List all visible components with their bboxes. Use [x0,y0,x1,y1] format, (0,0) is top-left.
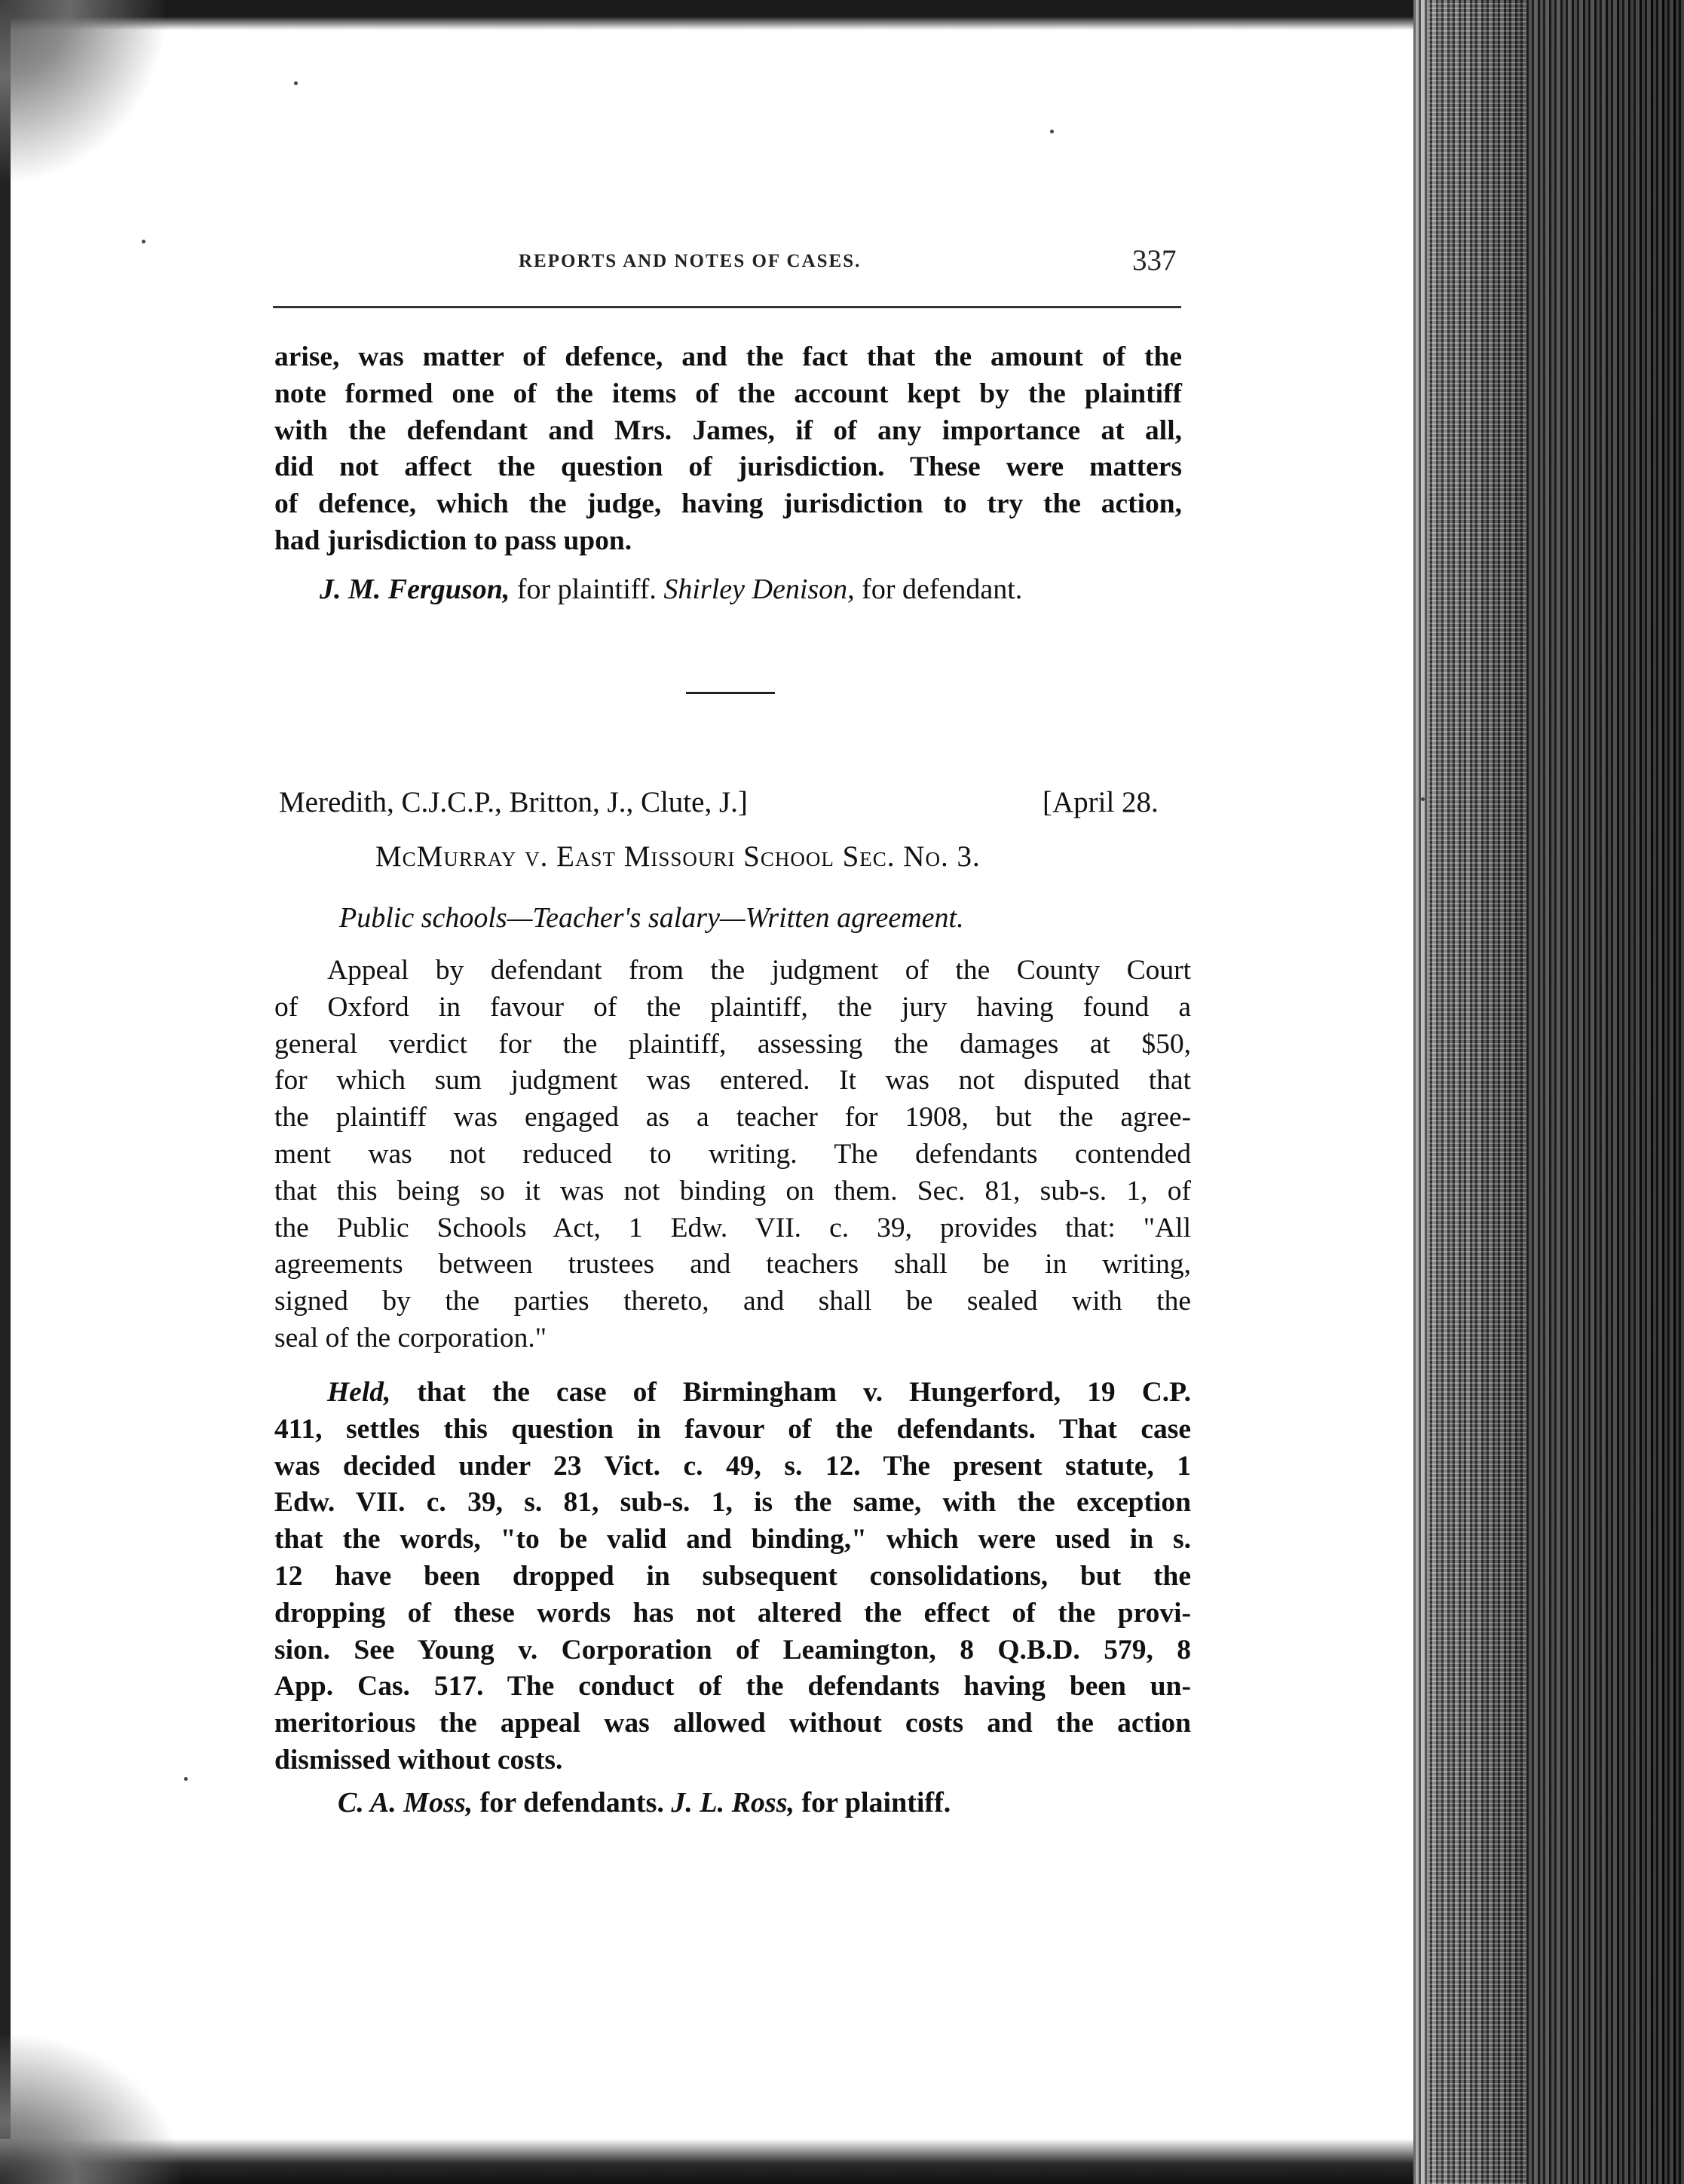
text-line: ment was not reduced to writing. The defendants contended [274,1138,1191,1170]
text-line: Appeal by defendant from the judgment of the County Court [327,955,1191,986]
scan-corner-shadow-bottom-left [0,2035,181,2184]
continuation-paragraph [274,339,1182,560]
text-line: seal of the corporation." [274,1322,547,1354]
text-line: of Oxford in favour of the plaintiff, the jury having found a [274,991,1191,1023]
text-line: note formed one of the items of the account kept by the plaintiff [274,378,1182,409]
scan-edge-bottom [0,2139,1455,2184]
scan-edge-top [0,0,1432,30]
scan-speck [1421,797,1425,801]
judges-line: Meredith, C.J.C.P., Britton, J., Clute, J.] [279,786,748,818]
book-spine-texture [1428,0,1526,2184]
text-line: the Public Schools Act, 1 Edw. VII. c. 39, provides that: "All [274,1212,1191,1243]
text-line [274,1375,1191,1412]
text-line: Edw. VII. c. 39, s. 81, sub-s. 1, is the same, with the exception [274,1487,1191,1519]
text-line: that this being so it was not binding on them. Sec. 81, sub-s. 1, of [274,1175,1191,1207]
scan-speck [142,240,145,243]
counsel-line-second-case [338,1786,951,1819]
text-line: dismissed without costs. [274,1744,563,1776]
text-line: agreements between trustees and teachers shall be in writing, [274,1249,1191,1280]
scan-speck [1050,130,1054,133]
counsel-name: J. M. Ferguson, [320,574,510,605]
text-line: of defence, which the judge, having jurisdiction to try the action, [274,488,1182,520]
text-line: general verdict for the plaintiff, assessing the damages at $50, [274,1028,1191,1060]
text-line: App. Cas. 517. The conduct of the defendants having been un- [274,1671,1191,1702]
text-line: for which sum judgment was entered. It was not disputed that [274,1065,1191,1097]
scan-speck [294,81,298,85]
text-line: arise, was matter of defence, and the fact that the amount of the [274,341,1182,372]
text-line: had jurisdiction to pass upon. [274,525,632,556]
page-number: 337 [1132,244,1177,277]
text-line: that the words, "to be valid and binding," which were used in s. [274,1524,1191,1555]
held-text: that the case of Birmingham v. Hungerford, 19 C.P. [390,1377,1191,1408]
text-line: sion. See Young v. Corporation of Leamington, 8 Q.B.D. 579, 8 [274,1634,1191,1666]
running-head: REPORTS AND NOTES OF CASES. [519,251,862,271]
text-line: was decided under 23 Vict. c. 49, s. 12. The present statute, 1 [274,1450,1191,1482]
appeal-paragraph [274,953,1191,1357]
header-rule [273,306,1181,308]
counsel-role: for defendants. [473,1787,672,1818]
counsel-name: Shirley Denison, [663,574,855,605]
counsel-line-first-case [320,573,1022,606]
text-line: did not affect the question of jurisdiction. These were matters [274,451,1182,483]
counsel-name: J. L. Ross, [671,1787,795,1818]
scan-edge-left [0,0,11,2184]
counsel-role: for defendant. [854,574,1023,605]
section-separator [686,692,775,694]
case-title: McMurray v. East Missouri School Sec. No. 3. [375,840,981,873]
catchwords: Public schools—Teacher's salary—Written agreement. [339,902,964,934]
text-line: the plaintiff was engaged as a teacher for 1908, but the agree- [274,1102,1191,1133]
scan-corner-shadow-top-left [0,0,166,181]
text-line: signed by the parties thereto, and shall be sealed with the [274,1286,1191,1317]
held-label: Held, [327,1377,391,1408]
counsel-name: C. A. Moss, [338,1787,473,1818]
counsel-role: for plaintiff. [795,1787,951,1818]
text-line: meritorious the appeal was allowed without costs and the action [274,1708,1191,1739]
held-paragraph [274,1375,1191,1779]
text-line: 411, settles this question in favour of the defendants. That case [274,1413,1191,1445]
text-line: with the defendant and Mrs. James, if of any importance at all, [274,414,1182,446]
decision-date: [April 28. [1043,786,1159,818]
text-line: dropping of these words has not altered the effect of the provi- [274,1597,1191,1629]
counsel-role: for plaintiff. [510,574,657,605]
scan-speck [184,1777,188,1781]
text-line: 12 have been dropped in subsequent consolidations, but the [274,1560,1191,1592]
